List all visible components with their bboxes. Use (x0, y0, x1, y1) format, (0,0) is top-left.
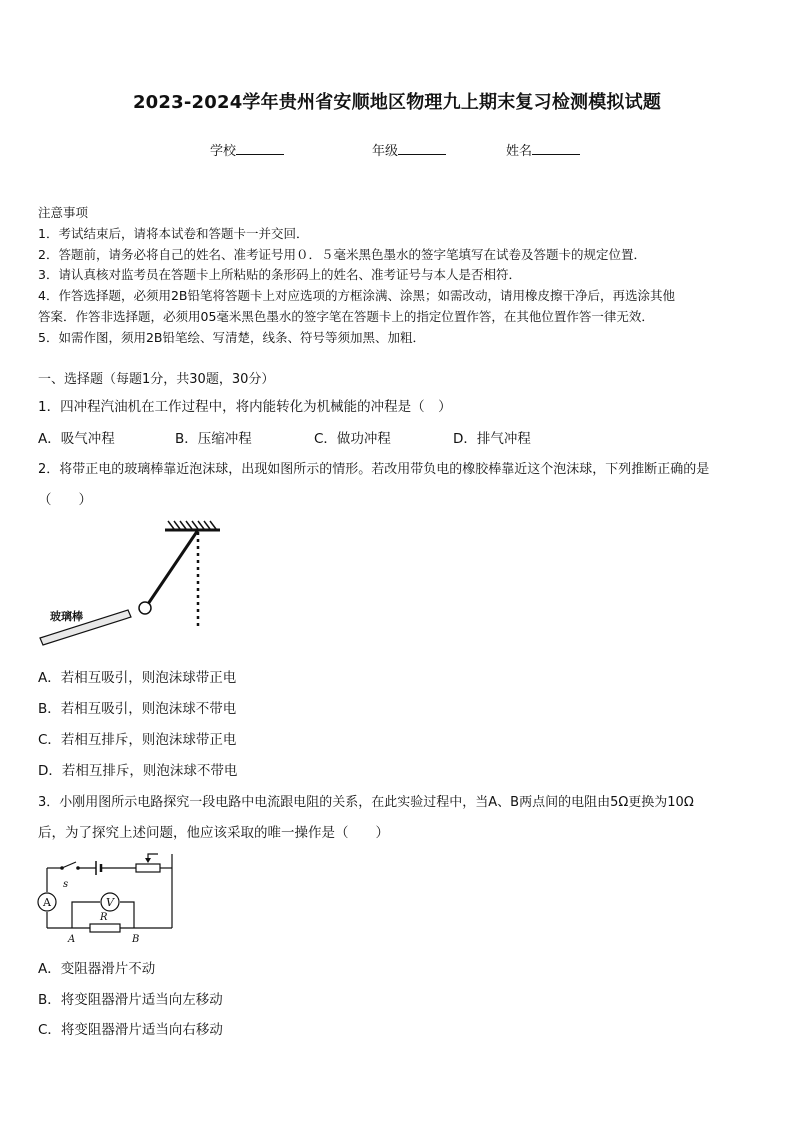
electroscope-figure (30, 518, 250, 653)
rheostat-slider-arrow (145, 858, 151, 863)
note-item: 3．请认真核对监考员在答题卡上所粘贴的条形码上的姓名、准考证号与本人是否相符． (38, 267, 521, 282)
switch-label: s (63, 879, 69, 890)
grade-field (372, 140, 446, 159)
resistor (90, 924, 120, 932)
thread (148, 530, 198, 604)
q2-option-c[interactable]: C．若相互排斥，则泡沫球带正电 (38, 732, 237, 748)
q3-option-b[interactable]: B．将变阻器滑片适当向左移动 (38, 992, 223, 1008)
question-2-stem: 2．将带正电的玻璃棒靠近泡沫球，出现如图所示的情形。若改用带负电的橡胶棒靠近这个泡沫球，下列推断正确的是 (38, 462, 710, 477)
school-blank[interactable] (236, 142, 284, 155)
ammeter-label: A (43, 896, 51, 909)
page-title: 2023-2024学年贵州省安顺地区物理九上期末复习检测模拟试题 (132, 92, 662, 113)
school-field (210, 140, 284, 159)
glass-rod-label: 玻璃棒 (50, 610, 83, 623)
rheostat (136, 864, 160, 872)
point-b-label: B (132, 934, 140, 945)
support-hatch (168, 521, 216, 529)
question-1-stem: 1．四冲程汽油机在工作过程中，将内能转化为机械能的冲程是（ ） (38, 399, 452, 415)
q1-option-a[interactable]: A．吸气冲程 (38, 431, 115, 447)
q1-option-d[interactable]: D．排气冲程 (453, 431, 531, 447)
voltmeter-label: V (106, 896, 114, 909)
note-item: 2．答题前，请务必将自己的姓名、准考证号用０．５毫米黑色墨水的签字笔填写在试卷及答题卡的规定位置． (38, 247, 646, 262)
q1-option-b[interactable]: B．压缩冲程 (175, 431, 252, 447)
grade-label: 年级 (372, 144, 399, 159)
note-item: 5．如需作图，须用2B铅笔绘、写清楚，线条、符号等须加黑、加粗． (38, 330, 425, 345)
grade-blank[interactable] (398, 142, 446, 155)
school-label: 学校 (210, 144, 237, 159)
q3-option-c[interactable]: C．将变阻器滑片适当向右移动 (38, 1022, 223, 1038)
foam-ball (139, 602, 151, 614)
note-item: 4．作答选择题，必须用2B铅笔将答题卡上对应选项的方框涂满、涂黑；如需改动，请用橡皮擦干净后，再选涂其他 (38, 288, 675, 303)
q3-option-a[interactable]: A．变阻器滑片不动 (38, 961, 156, 977)
section-heading: 一、选择题（每题1分，共30题，30分） (38, 372, 275, 387)
question-3-stem: 3．小刚用图所示电路探究一段电路中电流跟电阻的关系，在此实验过程中，当A、B两点间的电阻由5Ω更换为10Ω (38, 795, 694, 810)
question-2-stem-cont: （ ） (38, 492, 92, 508)
note-item: 答案．作答非选择题，必须用05毫米黑色墨水的签字笔在答题卡上的指定位置作答，在其他位置作答一律无效． (38, 309, 654, 324)
resistor-label: R (100, 912, 108, 923)
q2-option-a[interactable]: A．若相互吸引，则泡沫球带正电 (38, 670, 237, 686)
name-blank[interactable] (532, 142, 580, 155)
name-field (506, 140, 580, 159)
note-item: 1．考试结束后，请将本试卷和答题卡一并交回． (38, 226, 309, 241)
question-3-stem-cont: 后，为了探究上述问题，他应该采取的唯一操作是（ ） (38, 825, 389, 841)
name-label: 姓名 (506, 144, 533, 159)
rheostat-slider-arm (148, 854, 158, 858)
point-a-label: A (68, 934, 76, 945)
q2-option-d[interactable]: D．若相互排斥，则泡沫球不带电 (38, 763, 238, 779)
notes-heading: 注意事项 (38, 205, 89, 220)
circuit-figure (34, 850, 184, 945)
switch-blade (62, 862, 76, 868)
q2-option-b[interactable]: B．若相互吸引，则泡沫球不带电 (38, 701, 237, 717)
q1-option-c[interactable]: C．做功冲程 (314, 431, 391, 447)
